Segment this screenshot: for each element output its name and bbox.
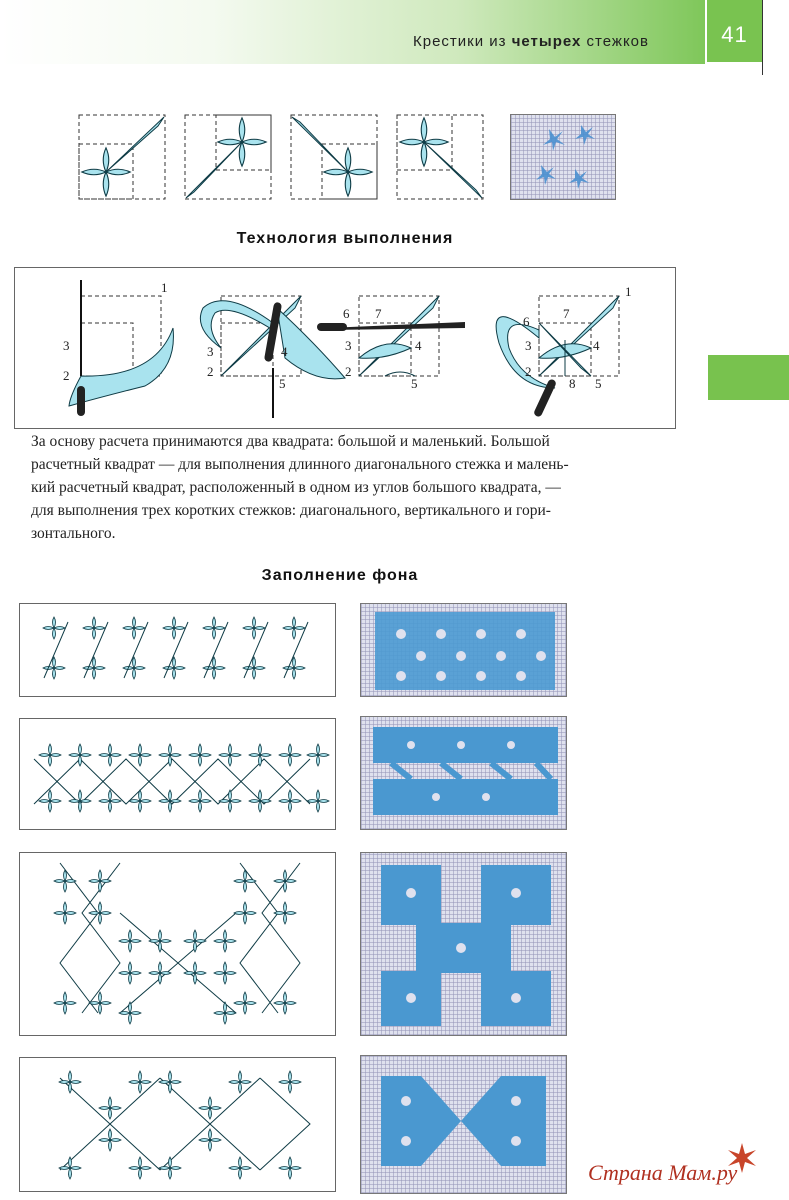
star-variant-2 xyxy=(185,115,271,199)
step4-label-3: 3 xyxy=(525,338,532,353)
header-title-post: стежков xyxy=(581,33,649,50)
paragraph-line: За основу расчета принимаются два квадрата: большой и маленький. Большой xyxy=(31,433,550,450)
fill-pattern-4-diagram xyxy=(19,1057,336,1192)
fill-pattern-1-photo xyxy=(360,603,567,697)
fill-pattern-2-photo xyxy=(360,716,567,830)
step4-label-8: 8 xyxy=(569,376,576,391)
step3-label-2: 2 xyxy=(345,364,352,379)
step4-label-1: 1 xyxy=(625,284,632,299)
star-variant-3 xyxy=(291,115,377,199)
step2-label-2: 2 xyxy=(207,364,214,379)
paragraph-line: для выполнения трех коротких стежков: диагонального, вертикального и гори- xyxy=(31,502,551,519)
page-number-box xyxy=(707,0,762,62)
header-rule xyxy=(762,0,763,75)
fill-pattern-3-photo xyxy=(360,852,567,1036)
paragraph-line: кий расчетный квадрат, расположенный в одном из углов большого квадрата, — xyxy=(31,479,561,496)
technique-step-2 xyxy=(200,296,345,418)
body-paragraph xyxy=(31,430,671,545)
step4-label-5: 5 xyxy=(595,376,602,391)
side-tab xyxy=(708,355,789,400)
star-variant-4 xyxy=(397,115,483,199)
step2-label-4: 4 xyxy=(281,344,288,359)
header-title-pre: Крестики из xyxy=(412,33,512,50)
step4-label-6: 6 xyxy=(523,314,530,329)
section-title-technique: Технология выполнения xyxy=(236,230,454,247)
star-variants-row xyxy=(78,114,508,202)
step2-label-5: 5 xyxy=(279,376,286,391)
fill-pattern-4-photo xyxy=(360,1055,567,1194)
technique-step-1 xyxy=(63,280,173,416)
step3-label-5: 5 xyxy=(411,376,418,391)
step3-label-7: 7 xyxy=(375,306,382,321)
section-title-fill: Заполнение фона xyxy=(261,567,419,584)
step3-label-3: 3 xyxy=(345,338,352,353)
step2-label-3: 3 xyxy=(207,344,214,359)
paragraph-line: зонтального. xyxy=(31,525,116,542)
fill-pattern-2-diagram xyxy=(19,718,336,830)
stitch-photo-sample xyxy=(510,114,616,200)
step3-label-4: 4 xyxy=(415,338,422,353)
step4-label-2: 2 xyxy=(525,364,532,379)
fill-pattern-1-diagram xyxy=(19,603,336,697)
paragraph-line: расчетный квадрат — для выполнения длинного диагонального стежка и малень- xyxy=(31,456,569,473)
technique-step-4 xyxy=(496,284,631,418)
running-header xyxy=(413,33,649,50)
step4-label-7: 7 xyxy=(563,306,570,321)
header-bar xyxy=(0,0,705,64)
step3-label-6: 6 xyxy=(343,306,350,321)
technique-diagram-panel xyxy=(14,267,676,429)
step1-label-2: 2 xyxy=(63,368,70,383)
watermark-text: Страна Мам.ру xyxy=(588,1160,738,1185)
star-variant-1 xyxy=(79,115,165,199)
step1-label-1: 1 xyxy=(161,280,168,295)
step4-label-4: 4 xyxy=(593,338,600,353)
step1-label-3: 3 xyxy=(63,338,70,353)
header-title-bold: четырех xyxy=(511,33,582,50)
fill-pattern-3-diagram xyxy=(19,852,336,1036)
page-number: 41 xyxy=(721,22,748,47)
